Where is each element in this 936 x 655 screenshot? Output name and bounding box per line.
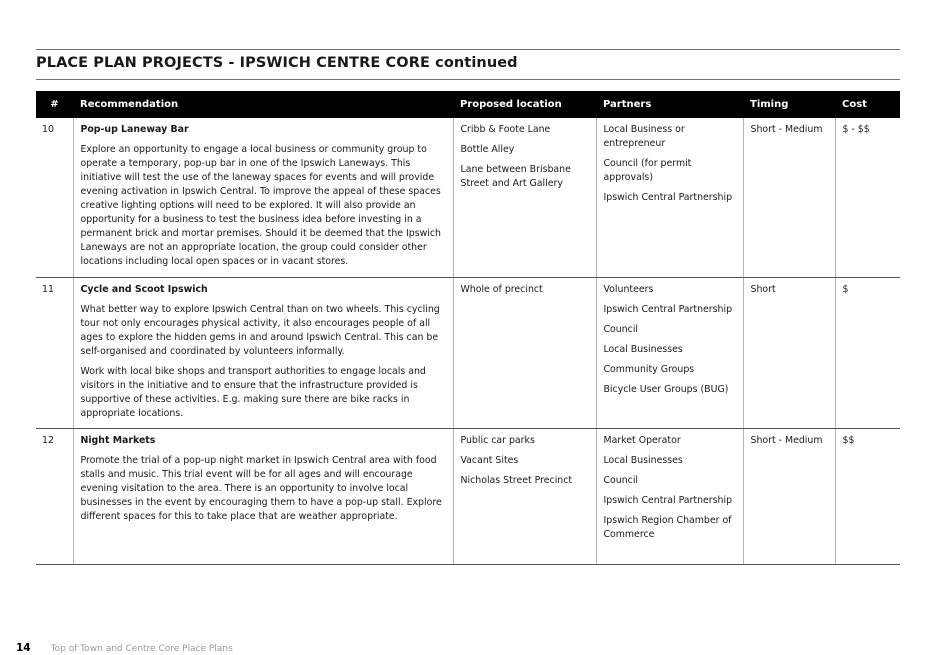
partners-cell (596, 118, 743, 277)
partner-item: Bicycle User Groups (BUG) (603, 383, 729, 395)
location-item: Vacant Sites (460, 454, 519, 466)
partner-item: Volunteers (603, 283, 654, 295)
timing-cell: Short - Medium (743, 428, 835, 564)
column-header-number: # (36, 91, 73, 118)
projects-table (36, 91, 900, 565)
partners-cell (596, 428, 743, 564)
partner-item: Local Businesses (603, 343, 683, 355)
table-row (36, 118, 900, 277)
table-row (36, 277, 900, 428)
recommendation-description: Explore an opportunity to engage a local business or community group to operate a temporary, pop-up bar in one of the Ipswich Laneways. This initiative will test the use of the laneway spaces for events and will provide evening activation in Ipswich Central. To improve the appeal of these spaces creative lighting options will need to be explored. It will also provide an opportunity for a business to test the business idea before investing in a permanent brick and mortar premises. Should it be deemed that the Ipswich Laneways are not an appropriate location, the group could consider other locations including local open spaces or in vacant stores. (80, 144, 441, 267)
location-cell (453, 118, 596, 277)
footer-document-title: Top of Town and Centre Core Place Plans (50, 644, 233, 654)
recommendation-title: Pop-up Laneway Bar (80, 124, 189, 135)
recommendation-description: Promote the trial of a pop-up night market in Ipswich Central area with food stalls and music. This trial event will be for all ages and will encourage evening visitation to the area. There is an opportunity to involve local businesses in the event by encouraging them to have a pop-up stall. Explore different spaces for this to take place that are weather appropriate. (80, 454, 442, 522)
location-cell (453, 277, 596, 428)
column-header-cost: Cost (835, 91, 900, 118)
top-rule (36, 49, 900, 50)
recommendation-cell (73, 428, 453, 564)
page-footer (16, 636, 233, 655)
title-underline-rule (36, 79, 900, 80)
partner-item: Local Businesses (603, 454, 683, 466)
table-row (36, 428, 900, 564)
table-header-row (36, 91, 900, 118)
partner-item: Council (603, 474, 639, 486)
column-header-partners: Partners (596, 91, 743, 118)
cost-cell: $$ (835, 428, 900, 564)
partner-item: Ipswich Region Chamber of Commerce (603, 514, 732, 540)
row-number: 10 (36, 118, 73, 277)
recommendation-description: What better way to explore Ipswich Central than on two wheels. This cycling tour not only encourages physical activity, it also encourages people of all ages to explore the hidden gems in and around Ipswich Central. This can be self-organised and coordinated by volunteers informally. (80, 303, 440, 357)
page-number: 14 (16, 642, 31, 654)
page-title: PLACE PLAN PROJECTS - IPSWICH CENTRE CORE continued (36, 55, 518, 71)
timing-cell: Short (743, 277, 835, 428)
recommendation-title: Cycle and Scoot Ipswich (80, 283, 208, 295)
cost-cell: $ - $$ (835, 118, 900, 277)
location-cell (453, 428, 596, 564)
location-item: Whole of precinct (460, 283, 543, 295)
partner-item: Ipswich Central Partnership (603, 303, 733, 315)
partner-item: Market Operator (603, 434, 681, 446)
location-item: Bottle Alley (460, 144, 515, 155)
partner-item: Ipswich Central Partnership (603, 494, 733, 506)
column-header-timing: Timing (743, 91, 835, 118)
partner-item: Community Groups (603, 363, 695, 375)
recommendation-cell (73, 277, 453, 428)
partner-item: Local Business or entrepreneur (603, 124, 685, 149)
partners-cell (596, 277, 743, 428)
location-item: Public car parks (460, 434, 535, 446)
cost-cell: $ (835, 277, 900, 428)
partner-item: Ipswich Central Partnership (603, 192, 733, 203)
recommendation-description: Work with local bike shops and transport authorities to engage locals and visitors in the initiative and to ensure that the infrastructure provided is supportive of these activities. E.g. making sure there are bike racks in appropriate locations. (80, 365, 426, 419)
partner-item: Council (for permit approvals) (603, 158, 692, 183)
location-item: Lane between Brisbane Street and Art Gallery (460, 164, 571, 189)
location-item: Cribb & Foote Lane (460, 124, 551, 135)
partner-item: Council (603, 323, 639, 335)
row-number: 11 (36, 277, 73, 428)
location-item: Nicholas Street Precinct (460, 474, 573, 486)
timing-cell: Short - Medium (743, 118, 835, 277)
column-header-location: Proposed location (453, 91, 596, 118)
recommendation-title: Night Markets (80, 434, 156, 446)
recommendation-cell (73, 118, 453, 277)
column-header-recommendation: Recommendation (73, 91, 453, 118)
row-number: 12 (36, 428, 73, 564)
